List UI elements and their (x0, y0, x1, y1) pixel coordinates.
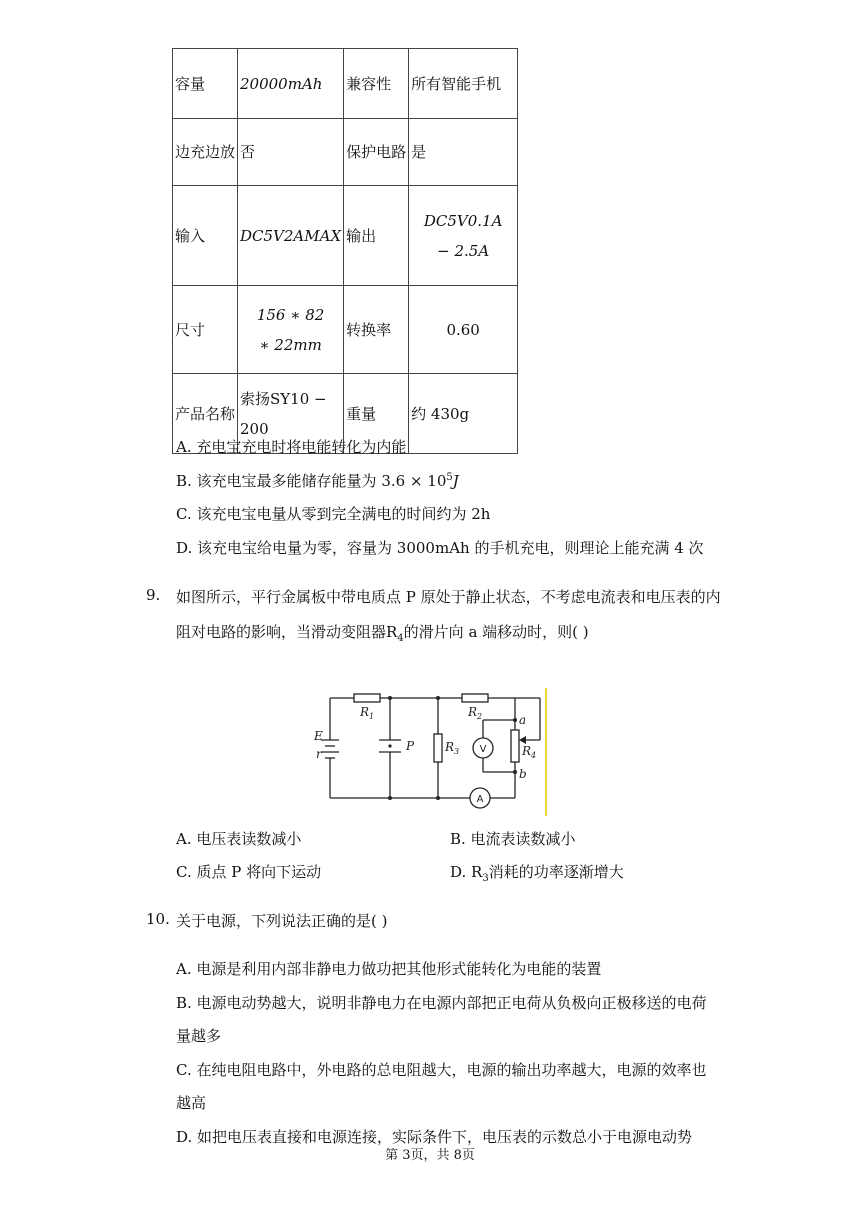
size-line-1: 156 ∗ 82 (256, 305, 325, 324)
q10-stem: 关于电源，下列说法正确的是( ) (176, 912, 388, 930)
table-cell: 约 430g (409, 374, 518, 454)
table-cell: 否 (238, 119, 344, 186)
label-e: E (314, 729, 323, 743)
q8-option-d: D. 该充电宝给电量为零，容量为 3000mAh 的手机充电，则理论上能充满 4 次 (176, 539, 704, 557)
q8-option-a: A. 充电宝充电时将电能转化为内能 (176, 438, 407, 456)
table-cell: 产品名称 (173, 374, 238, 454)
resistor-r2 (462, 694, 488, 702)
q10-option-a: A. 电源是利用内部非静电力做功把其他形式能转化为电能的装置 (176, 960, 602, 978)
name-line-2: 200 (240, 419, 269, 438)
resistor-r3 (434, 734, 442, 762)
q10-option-d: D. 如把电压表直接和电源连接，实际条件下，电压表的示数总小于电源电动势 (176, 1128, 693, 1146)
table-cell: 尺寸 (173, 286, 238, 374)
label-v: V (479, 744, 487, 755)
table-cell: 兼容性 (344, 49, 409, 119)
table-cell: 转换率 (344, 286, 409, 374)
table-row (173, 286, 518, 374)
label-r3: $R_3$ (445, 740, 460, 756)
table-cell: DC5V2AMAX (238, 186, 344, 286)
spec-table (172, 48, 518, 454)
table-row (173, 49, 518, 119)
q9-stem-sub: 4 (397, 633, 404, 644)
q9-option-b: B. 电流表读数减小 (450, 830, 576, 848)
page-footer: 第 3页，共 8页 (385, 1148, 475, 1163)
table-cell: 输入 (173, 186, 238, 286)
resistor-r1 (354, 694, 380, 702)
q9-stem-text-2: 的滑片向 a 端移动时，则( ) (403, 623, 589, 641)
table-cell (238, 286, 344, 374)
q8-option-c: C. 该充电宝电量从零到完全满电的时间约为 2h (176, 505, 491, 523)
q9-stem-line-2 (176, 621, 589, 644)
table-cell: 是 (409, 119, 518, 186)
q10-option-c-line-2: 越高 (176, 1094, 207, 1112)
table-cell: 输出 (344, 186, 409, 286)
table-row (173, 119, 518, 186)
label-r4: $R_4$ (522, 744, 537, 760)
q9-number: 9. (146, 586, 161, 604)
table-cell (409, 186, 518, 286)
q9-option-d-sub: 3 (482, 873, 489, 884)
q10-option-b-line-1: B. 电源电动势越大，说明非静电力在电源内部把正电荷从负极向正极移送的电荷 (176, 994, 707, 1012)
label-r-internal: r (316, 747, 322, 761)
size-line-2: ∗ 22mm (259, 335, 322, 354)
label-r1: $R_1$ (360, 705, 375, 721)
label-a: a (519, 713, 527, 727)
q8-option-b-text: B. 该充电宝最多能储存能量为 3.6 × 10 (176, 472, 447, 490)
q9-option-c: C. 质点 P 将向下运动 (176, 863, 322, 881)
label-b: b (519, 767, 527, 781)
q8-option-b-exp: 5 (446, 472, 453, 483)
output-line-2: − 2.5A (437, 241, 490, 260)
q8-option-b-unit: J (452, 472, 459, 490)
q9-stem-text: 阻对电路的影响，当滑动变阻器R (176, 623, 398, 641)
output-line-1: DC5V0.1A (423, 211, 503, 230)
q10-number: 10. (146, 910, 170, 928)
q9-stem-line-1: 如图所示，平行金属板中带电质点 P 原处于静止状态，不考虑电流表和电压表的内 (176, 588, 721, 606)
name-line-1: 索扬SY10 − (240, 389, 327, 408)
q9-option-d-text: D. R (450, 863, 483, 881)
table-cell: 边充边放 (173, 119, 238, 186)
q9-option-a: A. 电压表读数减小 (176, 830, 302, 848)
label-p: P (406, 739, 415, 753)
q10-option-b-line-2: 量越多 (176, 1027, 222, 1045)
table-cell: 20000mAh (238, 49, 344, 119)
table-cell: 0.60 (409, 286, 518, 374)
resistor-r4 (511, 730, 519, 762)
label-r2: $R_2$ (468, 705, 483, 721)
table-cell: 所有智能手机 (409, 49, 518, 119)
table-row (173, 186, 518, 286)
q8-option-b (176, 470, 459, 491)
circuit-diagram (310, 688, 555, 816)
label-ammeter: A (476, 794, 484, 805)
q9-option-d (450, 861, 624, 884)
table-cell: 重量 (344, 374, 409, 454)
table-cell: 容量 (173, 49, 238, 119)
table-cell: 保护电路 (344, 119, 409, 186)
q10-option-c-line-1: C. 在纯电阻电路中，外电路的总电阻越大，电源的输出功率越大，电源的效率也 (176, 1061, 707, 1079)
q9-option-d-text-2: 消耗的功率逐渐增大 (488, 863, 624, 881)
